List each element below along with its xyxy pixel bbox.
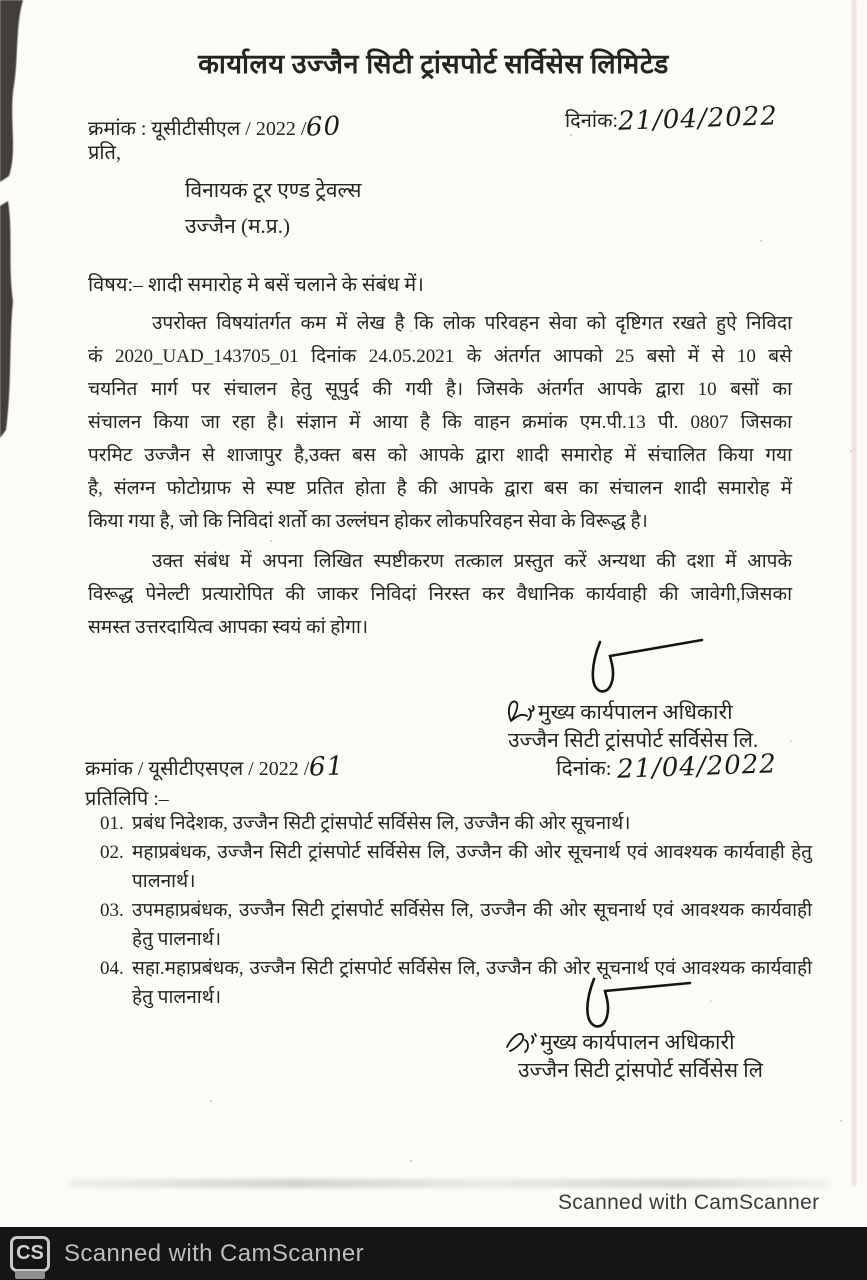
copy-item-text: प्रबंध निदेशक, उज्जैन सिटी ट्रांसपोर्ट सर्विसेस लि, उज्जैन की ओर सूचनार्थ। [132, 813, 631, 834]
camscanner-watermark-text: Scanned with CamScanner [558, 1191, 820, 1214]
copy-item-number: 04. [100, 958, 124, 979]
camscanner-bar-text: Scanned with CamScanner [64, 1239, 365, 1267]
copy-item [100, 809, 812, 838]
recipient-city: उज्जैन (म.प्र.) [185, 214, 291, 238]
copy-item-text: उपमहाप्रबंधक, उज्जैन सिटी ट्रांसपोर्ट सर्विसेस लि, उज्जैन की ओर सूचनार्थ एवं आवश्यक कार्यवाही हेतु पालनार्थ। [132, 900, 812, 950]
body-line: कं 2020_UAD_143705_01 दिनांक 24.05.2021 के अंतर्गत आपको 25 बसो में से 10 बसे [88, 346, 792, 367]
copy-item-text: महाप्रबंधक, उज्जैन सिटी ट्रांसपोर्ट सर्विसेस लि, उज्जैन की ओर सूचनार्थ एवं आवश्यक कार्यवाही हेतु पालनार्थ। [132, 842, 812, 892]
scan-bottom-streak [70, 1179, 830, 1188]
signature-initials-icon [503, 1027, 537, 1055]
camscanner-bottom-bar [0, 1227, 867, 1280]
designation-text: मुख्य कार्यपालन अधिकारी [538, 700, 733, 724]
camscanner-badge-icon: CS [10, 1236, 50, 1272]
body-line: परमिट उज्जैन से शाजापुर है,उक्त बस को आपके द्वारा शादी समारोह में संचालित किया गया [88, 445, 792, 466]
signatory-organisation-2: उज्जैन सिटी ट्रांसपोर्ट सर्विसेस लि [518, 1058, 763, 1082]
recipient-name: विनायक टूर एण्ड ट्रेवल्स [185, 178, 362, 202]
body-line: संचालन किया जा रहा है। संज्ञान में आया है कि वाहन क्रमांक एम.पी.13 पी. 0807 जिसका [88, 412, 792, 433]
body-line: समस्त उत्तरदायित्व आपका स्वयं कां होगा। [88, 617, 369, 638]
body-line: किया गया है, जो कि निविदां शर्तो का उल्लंघन होकर लोकपरिवहन सेवा के विरूद्ध है। [88, 511, 648, 532]
copy-item [100, 954, 812, 1012]
scan-right-edge-tint [852, 0, 856, 1186]
body-paragraph-1 [88, 307, 792, 538]
body-line: चयनित मार्ग पर संचालन हेतु सूपुर्द की गयी है। जिसके अंतर्गत आपके द्वारा 10 बसों का [88, 379, 792, 400]
copy-item [100, 896, 812, 954]
signature-date-line [556, 749, 778, 785]
signatory-organisation-1: उज्जैन सिटी ट्रांसपोर्ट सर्विसेस लि. [508, 728, 759, 752]
signature-initials-icon [503, 697, 535, 725]
copy-item-number: 03. [100, 900, 124, 921]
copy-item [100, 838, 812, 896]
signatory-designation-1 [503, 697, 733, 726]
ref-number-handwritten: 61 [308, 751, 345, 783]
ref-number-printed: क्रमांक : यूसीटीसीएल / 2022 / [88, 118, 307, 140]
copy-item-number: 01. [100, 813, 124, 834]
copy-item-number: 02. [100, 842, 124, 863]
date-label: दिनांक: [556, 756, 612, 780]
ref-number-line [88, 112, 342, 142]
date-handwritten: 21/04/2022 [616, 749, 778, 785]
date-handwritten: 21/04/2022 [617, 101, 779, 137]
subject-line: विषय:– शादी समारोह मे बसें चलाने के संबंध में। [88, 274, 424, 296]
copy-recipient-list [100, 809, 812, 1012]
signatory-designation-2 [503, 1027, 735, 1056]
letterhead-title: कार्यालय उज्जैन सिटी ट्रांसपोर्ट सर्विसेस लिमिटेड [198, 49, 669, 79]
body-paragraph-2 [88, 545, 792, 644]
body-line: उक्त संबंध में अपना लिखित स्पष्टीकरण तत्काल प्रस्तुत करें अन्यथा की दशा में आपके [152, 551, 792, 572]
signature-stroke-icon [570, 636, 710, 702]
letter-date-line [565, 101, 779, 137]
designation-text: मुख्य कार्यपालन अधिकारी [540, 1030, 735, 1054]
ref-number-handwritten: 60 [305, 111, 343, 143]
body-line: उपरोक्त विषयांतर्गत कम में लेख है कि लोक परिवहन सेवा को दृष्टिगत रखते हुऐ निविदा [152, 313, 792, 334]
ref-number-printed: क्रमांक / यूसीटीएसएल / 2022 / [85, 758, 310, 780]
copy-item-text: सहा.महाप्रबंधक, उज्जैन सिटी ट्रांसपोर्ट सर्विसेस लि, उज्जैन की ओर सूचनार्थ एवं आवश्यक कार्यवाही हेतु पालनार्थ। [132, 958, 812, 1008]
copy-to-label: प्रतिलिपि :– [85, 788, 169, 810]
body-line: है, संलग्न फोटोग्राफ से स्पष्ट प्रतित होता है की आपके द्वारा बस का संचालन शादी समारोह में [88, 478, 792, 499]
ref-number-line-2 [85, 752, 344, 782]
to-label: प्रति, [88, 142, 121, 164]
date-label: दिनांक: [565, 110, 618, 132]
body-line: विरूद्ध पेनेल्टी प्रत्यारोपित की जाकर निविदां निरस्त कर वैधानिक कार्यवाही की जावेगी,जिसका [88, 584, 792, 605]
